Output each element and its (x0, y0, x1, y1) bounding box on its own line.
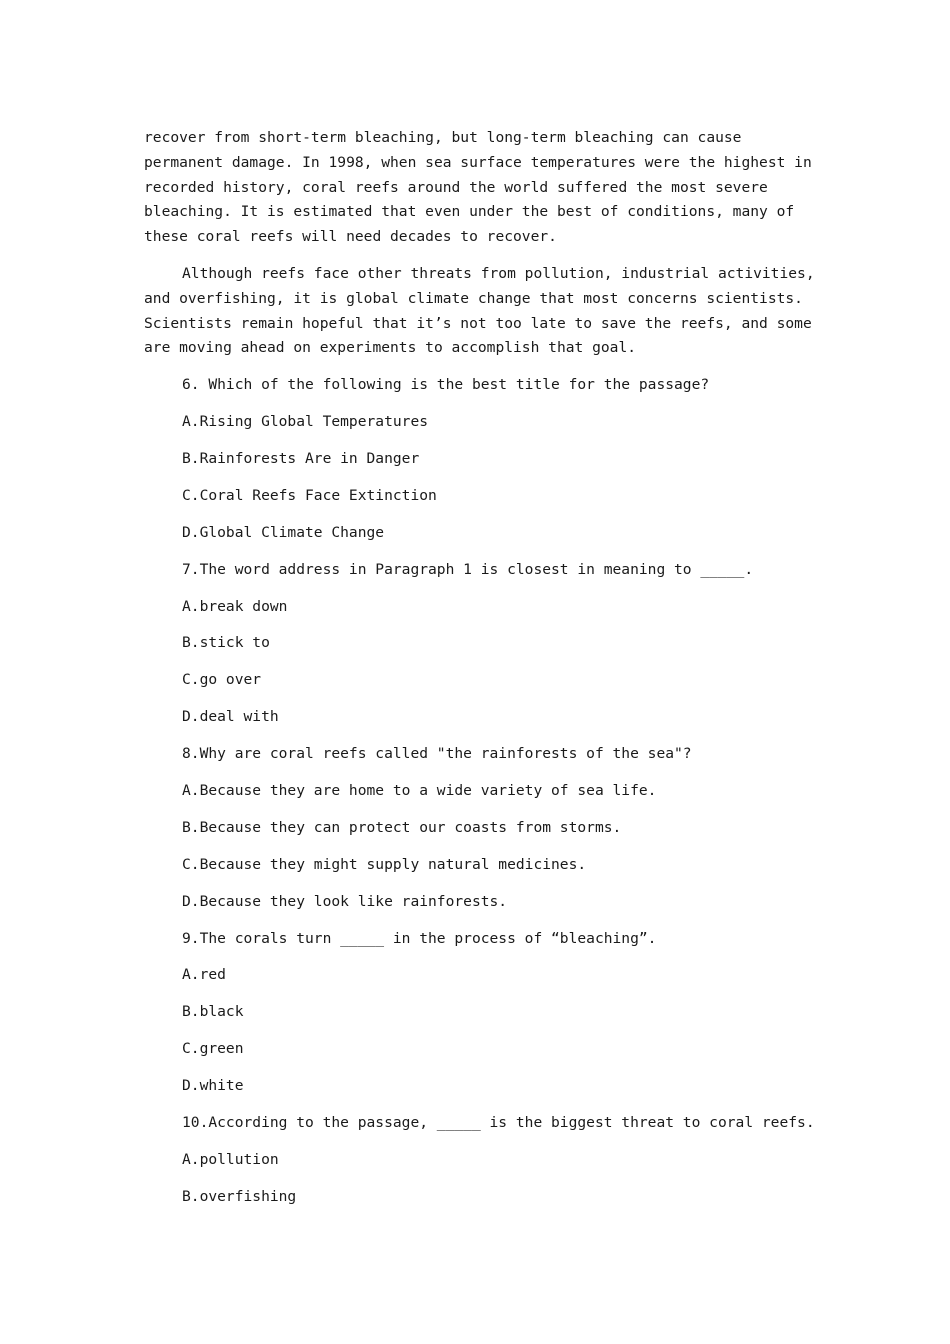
answer-option: C.go over (182, 671, 262, 689)
answer-option: A.pollution (182, 1150, 279, 1168)
answer-option: D.Because they look like rainforests. (182, 892, 508, 910)
answer-option: D.Global Climate Change (182, 523, 385, 541)
question-9 (144, 927, 824, 1111)
answer-option: B.Because they can protect our coasts from storms. (182, 818, 622, 836)
answer-option: A.break down (182, 597, 288, 615)
question-stem: 6. Which of the following is the best title for the passage? (182, 376, 710, 394)
question-stem: 8.Why are coral reefs called "the rainforests of the sea"? (182, 745, 692, 763)
passage-paragraph-continued: recover from short-term bleaching, but long-term bleaching can cause permanent damage. In 1998, when sea surface temperatures were the highest in recorded history, coral reefs around the world suffered the most severe bleaching. It is estimated that even under the best of conditions, many of these coral reefs will need decades to recover. (144, 129, 821, 246)
question-stem: 7.The word address in Paragraph 1 is closest in meaning to _____. (182, 560, 754, 578)
answer-option: C.Because they might supply natural medicines. (182, 855, 587, 873)
answer-option: B.overfishing (182, 1187, 297, 1205)
answer-option: D.white (182, 1077, 244, 1095)
question-10 (144, 1111, 824, 1222)
answer-option: A.Because they are home to a wide variety of sea life. (182, 781, 657, 799)
answer-option: C.Coral Reefs Face Extinction (182, 486, 437, 504)
answer-option: C.green (182, 1040, 244, 1058)
question-6 (144, 373, 824, 557)
answer-option: B.black (182, 1003, 244, 1021)
answer-option: D.deal with (182, 708, 279, 726)
answer-option: A.red (182, 966, 226, 984)
passage-paragraph-last: Although reefs face other threats from pollution, industrial activities, and overfishing, it is global climate change that most concerns scientists. Scientists remain hopeful that it’s not too late to save the reefs, and some are moving ahead on experiments to accomplish that goal. (144, 264, 824, 357)
answer-option: A.Rising Global Temperatures (182, 413, 429, 431)
document-page (144, 126, 824, 1222)
question-7 (144, 558, 824, 742)
answer-option: B.Rainforests Are in Danger (182, 449, 420, 467)
answer-option: B.stick to (182, 634, 270, 652)
question-8 (144, 742, 824, 926)
question-stem: 9.The corals turn _____ in the process of “bleaching”. (182, 929, 657, 947)
question-stem: 10.According to the passage, _____ is the biggest threat to coral reefs. (182, 1113, 815, 1131)
